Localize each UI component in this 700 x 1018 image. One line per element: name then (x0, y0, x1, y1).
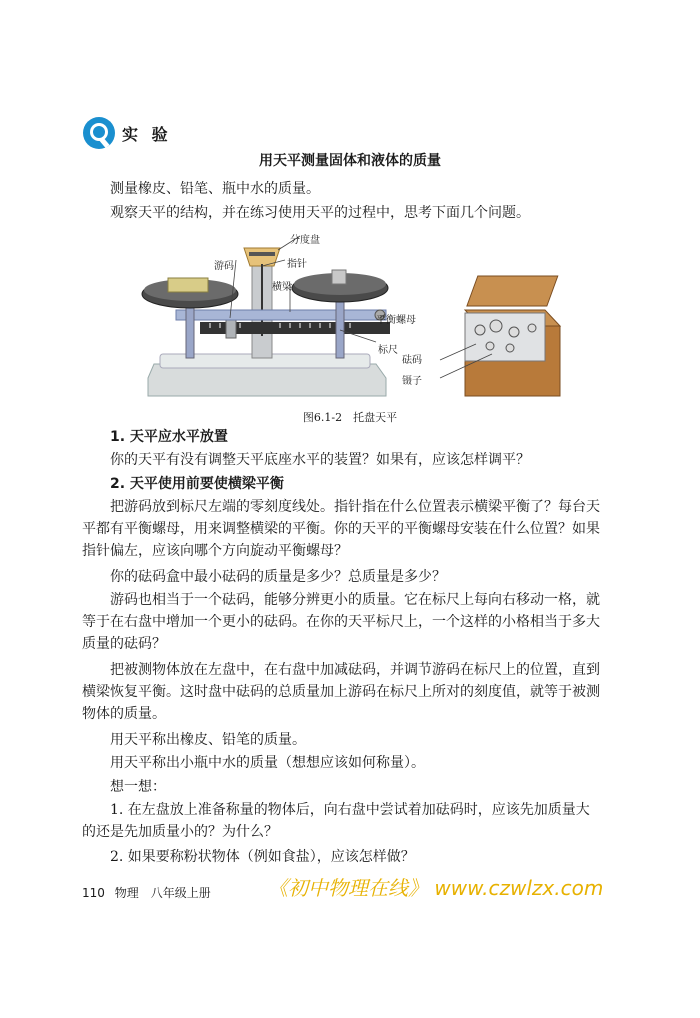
intro-line-2: 观察天平的结构，并在练习使用天平的过程中，思考下面几个问题。 (110, 205, 530, 221)
scale-disc (244, 248, 280, 266)
page-number: 110 (82, 886, 105, 900)
label-scale-disc: 分度盘 (290, 235, 320, 246)
experiment-title: 用天平测量固体和液体的质量 (259, 153, 441, 169)
object-on-pan (168, 278, 208, 292)
think-heading: 想一想： (110, 779, 166, 795)
weight-on-pan (332, 270, 346, 284)
q2-paragraph-2: 你的砝码盒中最小砝码的质量是多少？总质量是多少？ (110, 569, 446, 585)
q1-heading: 1. 天平应水平放置 (110, 429, 228, 445)
q2-paragraph-4: 把被测物体放在左盘中，在右盘中加减砝码，并调节游码在标尺上的位置，直到横梁恢复平衡。这时盘中砝码的总质量加上游码在标尺上所对的刻度值，就等于被测物体的质量。 (82, 662, 600, 722)
section-header (82, 116, 242, 152)
magnifier-icon (82, 116, 118, 152)
label-nut: 平衡螺母 (376, 315, 416, 326)
q2-heading: 2. 天平使用前要使横梁平衡 (110, 476, 284, 492)
intro-line-1: 测量橡皮、铅笔、瓶中水的质量。 (110, 181, 320, 197)
watermark: 《初中物理在线》 www.czwlzx.com (268, 876, 604, 900)
q2-paragraph-3: 游码也相当于一个砝码，能够分辨更小的质量。它在标尺上每向右移动一格，就等于在右盘中增加一个更小的砝码。在你的天平标尺上，一个这样的小格相当于多大质量的砝码？ (82, 592, 600, 652)
book-title: 物理 八年级上册 (114, 886, 211, 900)
label-rider: 游码 (214, 261, 234, 272)
think-item-1: 1. 在左盘放上准备称量的物体后，向右盘中尝试着加砝码时，应该先加质量大的还是先加质量小的？为什么？ (82, 802, 590, 840)
think-item-2: 2. 如果要称粉状物体（例如食盐），应该怎样做？ (110, 849, 415, 865)
q2-paragraph-1: 把游码放到标尺左端的零刻度线处。指针指在什么位置表示横梁平衡了？每台天平都有平衡螺母，用来调整横梁的平衡。你的天平的平衡螺母安装在什么位置？如果指针偏左，应该向哪个方向旋动平衡螺母？ (82, 499, 600, 559)
weight-box (465, 276, 560, 396)
balance-figure (140, 226, 570, 406)
label-tweezers: 镊子 (402, 376, 422, 387)
q2-paragraph-6: 用天平称出小瓶中水的质量（想想应该如何称量）。 (110, 755, 425, 771)
beam (176, 310, 386, 320)
balance-base (148, 364, 386, 396)
q2-paragraph-5: 用天平称出橡皮、铅笔的质量。 (110, 732, 306, 748)
page-footer (82, 884, 211, 901)
label-weights: 砝码 (402, 355, 422, 366)
section-title: 实 验 (122, 125, 172, 144)
q1-text: 你的天平有没有调整天平底座水平的装置？如果有，应该怎样调平？ (110, 452, 530, 468)
label-ruler: 标尺 (378, 345, 398, 356)
label-pointer: 指针 (287, 259, 307, 270)
figure-caption: 图6.1-2 托盘天平 (302, 411, 398, 424)
label-beam: 横梁 (272, 282, 292, 293)
